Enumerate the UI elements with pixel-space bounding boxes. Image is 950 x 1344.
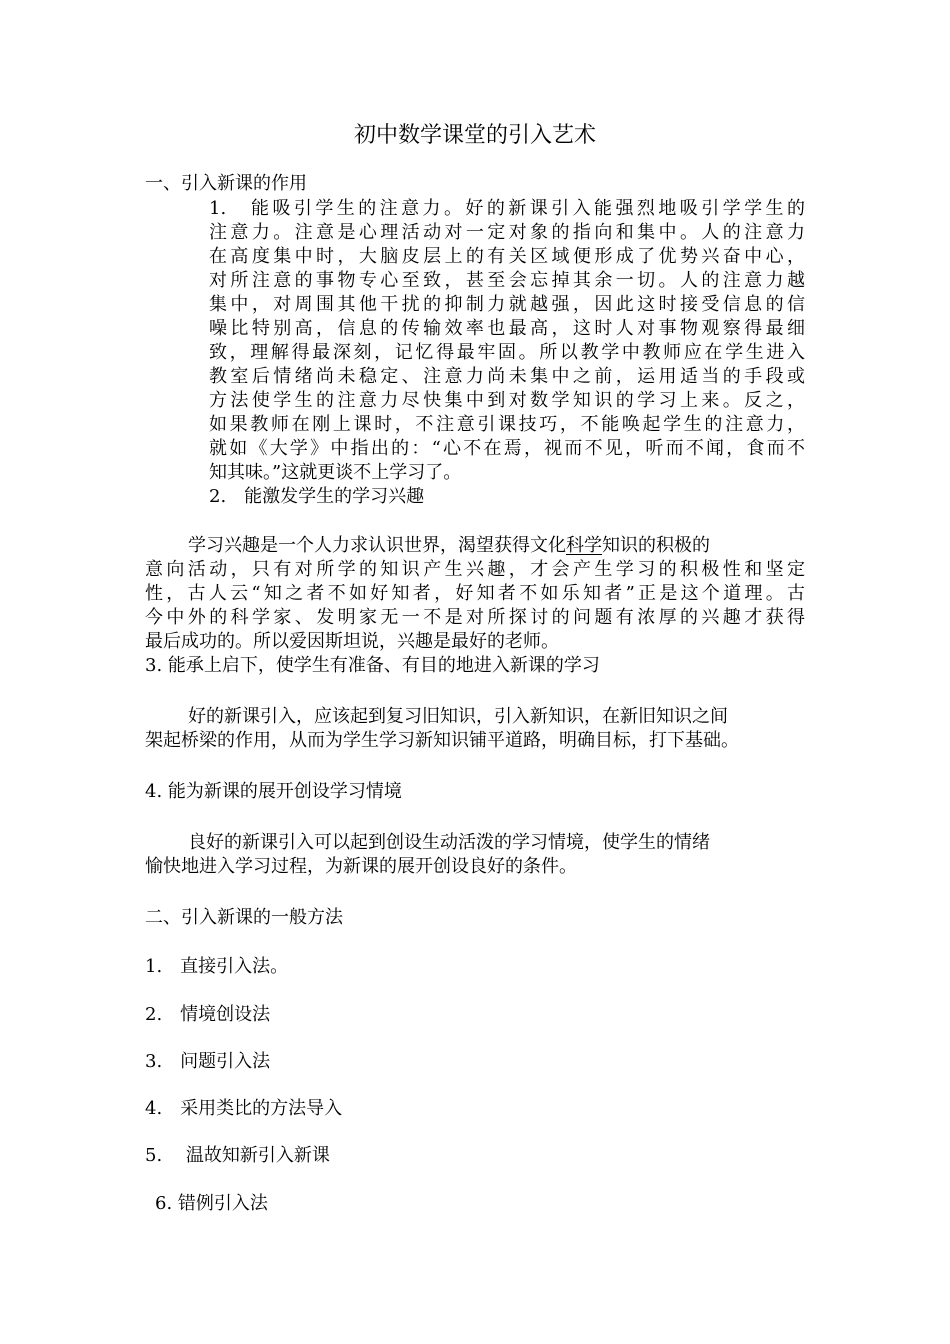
item-1-line: 致，理解得最深刻，记忆得最牢固。所以教学中教师应在学生进入 — [209, 342, 805, 363]
item-1-line: 知其味。”这就更谈不上学习了。 — [209, 462, 462, 483]
item-1-line: 注意力。注意是心理活动对一定对象的指向和集中。人的注意力 — [209, 222, 805, 243]
section-1-heading: 一、引入新课的作用 — [145, 173, 307, 194]
item-4-line: 愉快地进入学习过程，为新课的展开创设良好的条件。 — [145, 856, 577, 877]
item-3-line: 好的新课引入，应该起到复习旧知识，引入新知识，在新旧知识之间 — [188, 706, 728, 727]
item-2-text: 知识的积极的 — [602, 535, 710, 556]
item-1-line: 噪比特别高，信息的传输效率也最高，这时人对事物观察得最细 — [209, 318, 805, 339]
page-title: 初中数学课堂的引入艺术 — [353, 123, 596, 148]
item-4-heading: 4. 能为新课的展开创设学习情境 — [145, 781, 402, 802]
item-1-line: 对所注意的事物专心至致，甚至会忘掉其余一切。人的注意力越 — [209, 270, 805, 291]
science-underlined-term: 科学 — [566, 535, 602, 556]
item-2-line: 最后成功的。所以爱因斯坦说，兴趣是最好的老师。 — [145, 631, 559, 652]
item-3-line: 架起桥梁的作用，从而为学生学习新知识铺平道路，明确目标，打下基础。 — [145, 730, 739, 751]
method-list-item: 6. 错例引入法 — [155, 1193, 268, 1214]
item-1-line: 教室后情绪尚未稳定、注意力尚未集中之前，运用适当的手段或 — [209, 366, 805, 387]
item-1-line: 就如《大学》中指出的：“心不在焉，视而不见，听而不闻，食而不 — [209, 438, 805, 459]
item-1-line: 方法使学生的注意力尽快集中到对数学知识的学习上来。反之， — [209, 390, 805, 411]
item-1-line: 如果教师在刚上课时，不注意引课技巧，不能唤起学生的注意力， — [209, 414, 805, 435]
item-2-text: 学习兴趣是一个人力求认识世界，渴望获得文化 — [188, 535, 566, 556]
item-2-line: 性，古人云“知之者不如好知者，好知者不如乐知者”正是这个道理。古 — [145, 583, 805, 604]
item-2-line: 意向活动，只有对所学的知识产生兴趣，才会产生学习的积极性和坚定 — [145, 559, 805, 580]
method-list-item: 2. 情境创设法 — [145, 1004, 271, 1025]
item-3-heading: 3. 能承上启下，使学生有准备、有目的地进入新课的学习 — [145, 655, 600, 676]
item-1-line: 在高度集中时，大脑皮层上的有关区域便形成了优势兴奋中心， — [209, 246, 805, 267]
item-1-line: 集中，对周围其他干扰的抑制力就越强，因此这时接受信息的信 — [209, 294, 805, 315]
item-2-heading: 2. 能激发学生的学习兴趣 — [209, 486, 425, 507]
item-1-line: 1. 能吸引学生的注意力。好的新课引入能强烈地吸引学学生的 — [209, 198, 805, 219]
item-2-line: 今中外的科学家、发明家无一不是对所探讨的问题有浓厚的兴趣才获得 — [145, 607, 805, 628]
method-list-item: 3. 问题引入法 — [145, 1051, 271, 1072]
item-2-first-line — [188, 534, 710, 558]
method-list-item: 4. 采用类比的方法导入 — [145, 1098, 343, 1119]
item-4-line: 良好的新课引入可以起到创设生动活泼的学习情境，使学生的情绪 — [188, 832, 710, 853]
section-2-heading: 二、引入新课的一般方法 — [145, 907, 343, 928]
method-list-item: 1. 直接引入法。 — [145, 956, 289, 977]
method-list-item: 5. 温故知新引入新课 — [145, 1145, 330, 1166]
